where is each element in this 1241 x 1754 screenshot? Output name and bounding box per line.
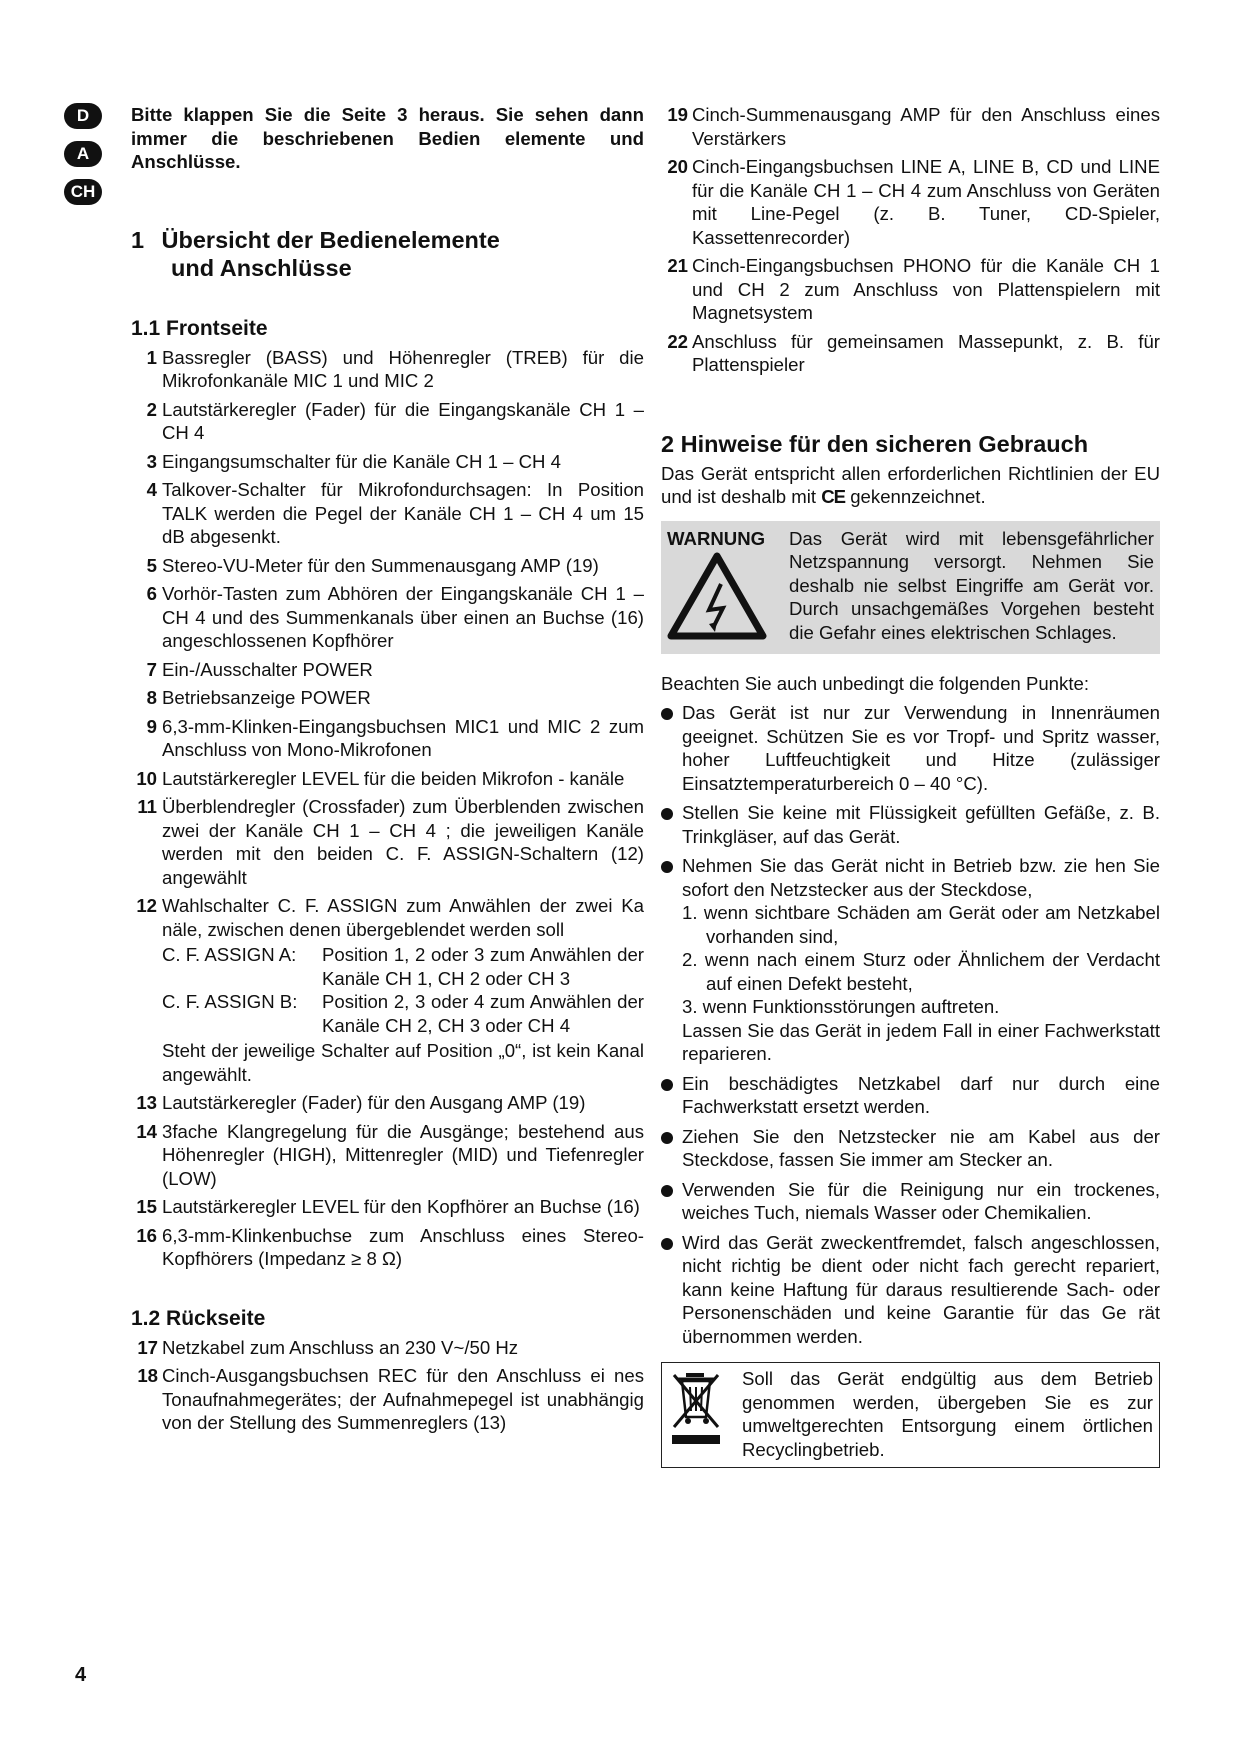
list-item: 19 Cinch-Summenausgang AMP für den Anschluss eines Verstärkers	[667, 104, 1160, 149]
language-badge-d: D	[64, 103, 102, 129]
list-item: 9 6,3-mm-Klinken-Eingangsbuchsen MIC1 und MIC 2 zum Anschluss von Mono-Mikrofonen	[146, 715, 644, 760]
list-item: Stellen Sie keine mit Flüssigkeit gefüllten Gefäße, z. B. Trinkgläser, auf das Gerät.	[661, 801, 1160, 848]
list-item: 14 3fache Klangregelung für die Ausgänge; bestehend aus Höhenregler (HIGH), Mittenregler (MID) und Tiefenregler (LOW)	[136, 1120, 644, 1189]
section-1-title	[131, 226, 644, 282]
list-item: 10 Lautstärkeregler LEVEL für die beiden Mikrofon - kanäle	[136, 767, 625, 789]
list-item: 15 Lautstärkeregler LEVEL für den Kopfhörer an Buchse (16)	[136, 1196, 640, 1217]
language-badges	[64, 103, 104, 217]
rear-heading: 1.2 Rückseite	[131, 1306, 266, 1330]
assign-b-label: C. F. ASSIGN B:	[162, 991, 298, 1012]
list-item: 6 Vorhör-Tasten zum Abhören der Eingangskanäle CH 1 – CH 4 und des Summenkanals über einen an Buchse (16) angeschlossenen Kopfhörer	[146, 583, 644, 651]
list-item: 18 Cinch-Ausgangsbuchsen REC für den Anschluss ei nes Tonaufnahmegerätes; der Aufnahmepegel ist unabhängig von der Stellung des Summenreglers (13)	[137, 1365, 644, 1433]
page-number: 4	[75, 1664, 87, 1686]
list-item: 16 6,3-mm-Klinkenbuchse zum Anschluss eines Stereo-Kopfhörers (Impedanz ≥ 8 Ω)	[136, 1224, 644, 1269]
assign-a-label: C. F. ASSIGN A:	[162, 944, 297, 965]
list-item: 2 Lautstärkeregler (Fader) für die Eingangskanäle CH 1 – CH 4	[146, 398, 644, 443]
list-item: 3 Eingangsumschalter für die Kanäle CH 1 – CH 4	[146, 450, 561, 472]
high-voltage-warning-icon	[667, 550, 767, 640]
assign-b-text: Position 2, 3 oder 4 zum Anwählen der Kanäle CH 2, CH 3 oder CH 4	[322, 991, 644, 1036]
language-badge-a: A	[64, 141, 102, 167]
section-2-title: 2 Hinweise für den sicheren Gebrauch	[661, 430, 1089, 457]
rear-items-list	[131, 1336, 644, 1435]
rear-items-list-continued	[661, 103, 1160, 377]
list-item: Ziehen Sie den Netzstecker nie am Kabel aus der Steckdose, fassen Sie immer am Stecker an.	[661, 1125, 1160, 1172]
list-item: Nehmen Sie das Gerät nicht in Betrieb bzw. zie hen Sie sofort den Netzstecker aus der Steckdose, 1. wenn sichtbare Schäden am Gerät oder am Netzkabel vorhanden sind, 2. wenn nach einem Sturz oder Ähnlichem der Verdacht auf einen Defekt besteht, 3. wenn Funktionsstörungen auftreten. Lassen Sie das Gerät in jedem Fall in einer Fachwerkstatt reparieren.	[661, 854, 1160, 1066]
list-item: Das Gerät ist nur zur Verwendung in Innenräumen geeignet. Schützen Sie es vor Tropf- und Spritz wasser, hoher Luftfeuchtigkeit und Hitze (zulässiger Einsatztemperaturbereich 0 – 40 °C).	[661, 701, 1160, 795]
list-item: 8 Betriebsanzeige POWER	[146, 687, 371, 708]
assign-a-text: Position 1, 2 oder 3 zum Anwählen der Kanäle CH 1, CH 2 oder CH 3	[322, 944, 644, 989]
assign-note: Steht der jeweilige Schalter auf Position „0“, ist kein Kanal angewählt.	[162, 1040, 644, 1085]
ce-mark-icon: CE	[821, 486, 846, 507]
sub-item: 1. wenn sichtbare Schäden am Gerät oder am Netzkabel vorhanden sind,	[682, 902, 1160, 947]
safety-bullets	[661, 701, 1160, 1348]
list-item: 4 Talkover-Schalter für Mikrofondurchsagen: In Position TALK werden die Pegel der Kanäle CH 1 – CH 4 um 15 dB abgesenkt.	[146, 479, 644, 547]
sub-item: 2. wenn nach einem Sturz oder Ähnlichem der Verdacht auf einen Defekt besteht,	[682, 949, 1160, 994]
safety-lead: Beachten Sie auch unbedingt die folgenden Punkte:	[661, 672, 1089, 694]
list-item: 7 Ein-/Ausschalter POWER	[146, 658, 373, 680]
section-1-title-line2: und Anschlüsse	[171, 254, 352, 281]
list-item: 21 Cinch-Eingangsbuchsen PHONO für die Kanäle CH 1 und CH 2 zum Anschluss von Plattenspielern mit Magnetsystem	[667, 255, 1160, 323]
front-heading: 1.1 Frontseite	[131, 316, 268, 340]
warning-text: Das Gerät wird mit lebensgefährlicher Netzspannung versorgt. Nehmen Sie deshalb nie selbst Eingriffe am Gerät vor. Durch unsachgemäßes Vorgehen besteht die Gefahr eines elektrischen Schlages.	[789, 527, 1154, 643]
list-item: 11 Überblendregler (Crossfader) zum Überblenden zwischen zwei der Kanäle CH 1 – CH 4 ; die jeweiligen Kanäle werden mit den beiden C. F. ASSIGN-Schaltern (12) angewählt	[137, 796, 644, 888]
warning-label: WARNUNG	[667, 527, 766, 549]
list-item: 1 Bassregler (BASS) und Höhenregler (TREB) für die Mikrofonkanäle MIC 1 und MIC 2	[146, 346, 644, 391]
list-item: 22 Anschluss für gemeinsamen Massepunkt, z. B. für Plattenspieler	[667, 330, 1160, 375]
assign-options	[162, 943, 644, 1086]
list-item: 17 Netzkabel zum Anschluss an 230 V~/50 Hz	[137, 1336, 519, 1358]
section-1-title-line1: Übersicht der Bedienelemente	[161, 226, 500, 253]
intro-text: Bitte klappen Sie die Seite 3 heraus. Sie sehen dann immer die beschriebenen Bedien elemente und Anschlüsse.	[131, 104, 644, 172]
language-badge-ch: CH	[64, 179, 102, 205]
right-column	[661, 103, 1160, 1468]
warning-box	[661, 521, 1160, 654]
list-item: Verwenden Sie für die Reinigung nur ein trockenes, weiches Tuch, niemals Wasser oder Chemikalien.	[661, 1178, 1160, 1225]
section-1-number: 1	[131, 226, 145, 253]
left-column	[131, 103, 644, 1440]
disposal-box	[661, 1362, 1160, 1468]
list-item: 13 Lautstärkeregler (Fader) für den Ausgang AMP (19)	[136, 1092, 586, 1113]
list-item: Ein beschädigtes Netzkabel darf nur durch eine Fachwerkstatt ersetzt werden.	[661, 1072, 1160, 1119]
list-item: 5 Stereo-VU-Meter für den Summenausgang AMP (19)	[146, 554, 599, 576]
sub-item: 3. wenn Funktionsstörungen auftreten.	[682, 996, 1000, 1017]
disposal-text: Soll das Gerät endgültig aus dem Betrieb genommen werden, übergeben Sie es zur umweltgerechten Entsorgung einem örtlichen Recyclingbetrieb.	[742, 1368, 1153, 1460]
front-items-list	[131, 346, 644, 1271]
section-2-intro: Das Gerät entspricht allen erforderlichen Richtlinien der EU und ist deshalb mit CE gekennzeichnet.	[661, 462, 1160, 507]
list-item: 20 Cinch-Eingangsbuchsen LINE A, LINE B, CD und LINE für die Kanäle CH 1 – CH 4 zum Anschluss von Geräten mit Line-Pegel (z. B. Tuner, CD-Spieler, Kassettenrecorder)	[667, 156, 1160, 248]
list-item: Wird das Gerät zweckentfremdet, falsch angeschlossen, nicht richtig be dient oder nicht fach gerecht repariert, kann keine Haftung für daraus resultierende Sach- oder Personenschäden und keine Garantie für das Ge rät übernommen werden.	[661, 1231, 1160, 1349]
list-item-12: 12 Wahlschalter C. F. ASSIGN zum Anwählen der zwei Ka näle, zwischen denen übergeblendet werden soll C. F. ASSIGN A: Position 1, 2 oder 3 zum Anwählen der Kanäle CH 1, CH 2 oder CH 3 C. F. ASSIGN B: Position 2, 3 oder 4 zum Anwählen der Kanäle CH 2, CH 3 oder CH 4 Steht der jeweilige Schalter auf Position „0“, ist kein Kanal angewählt.	[136, 895, 644, 1085]
crossed-bin-icon	[670, 1367, 726, 1447]
